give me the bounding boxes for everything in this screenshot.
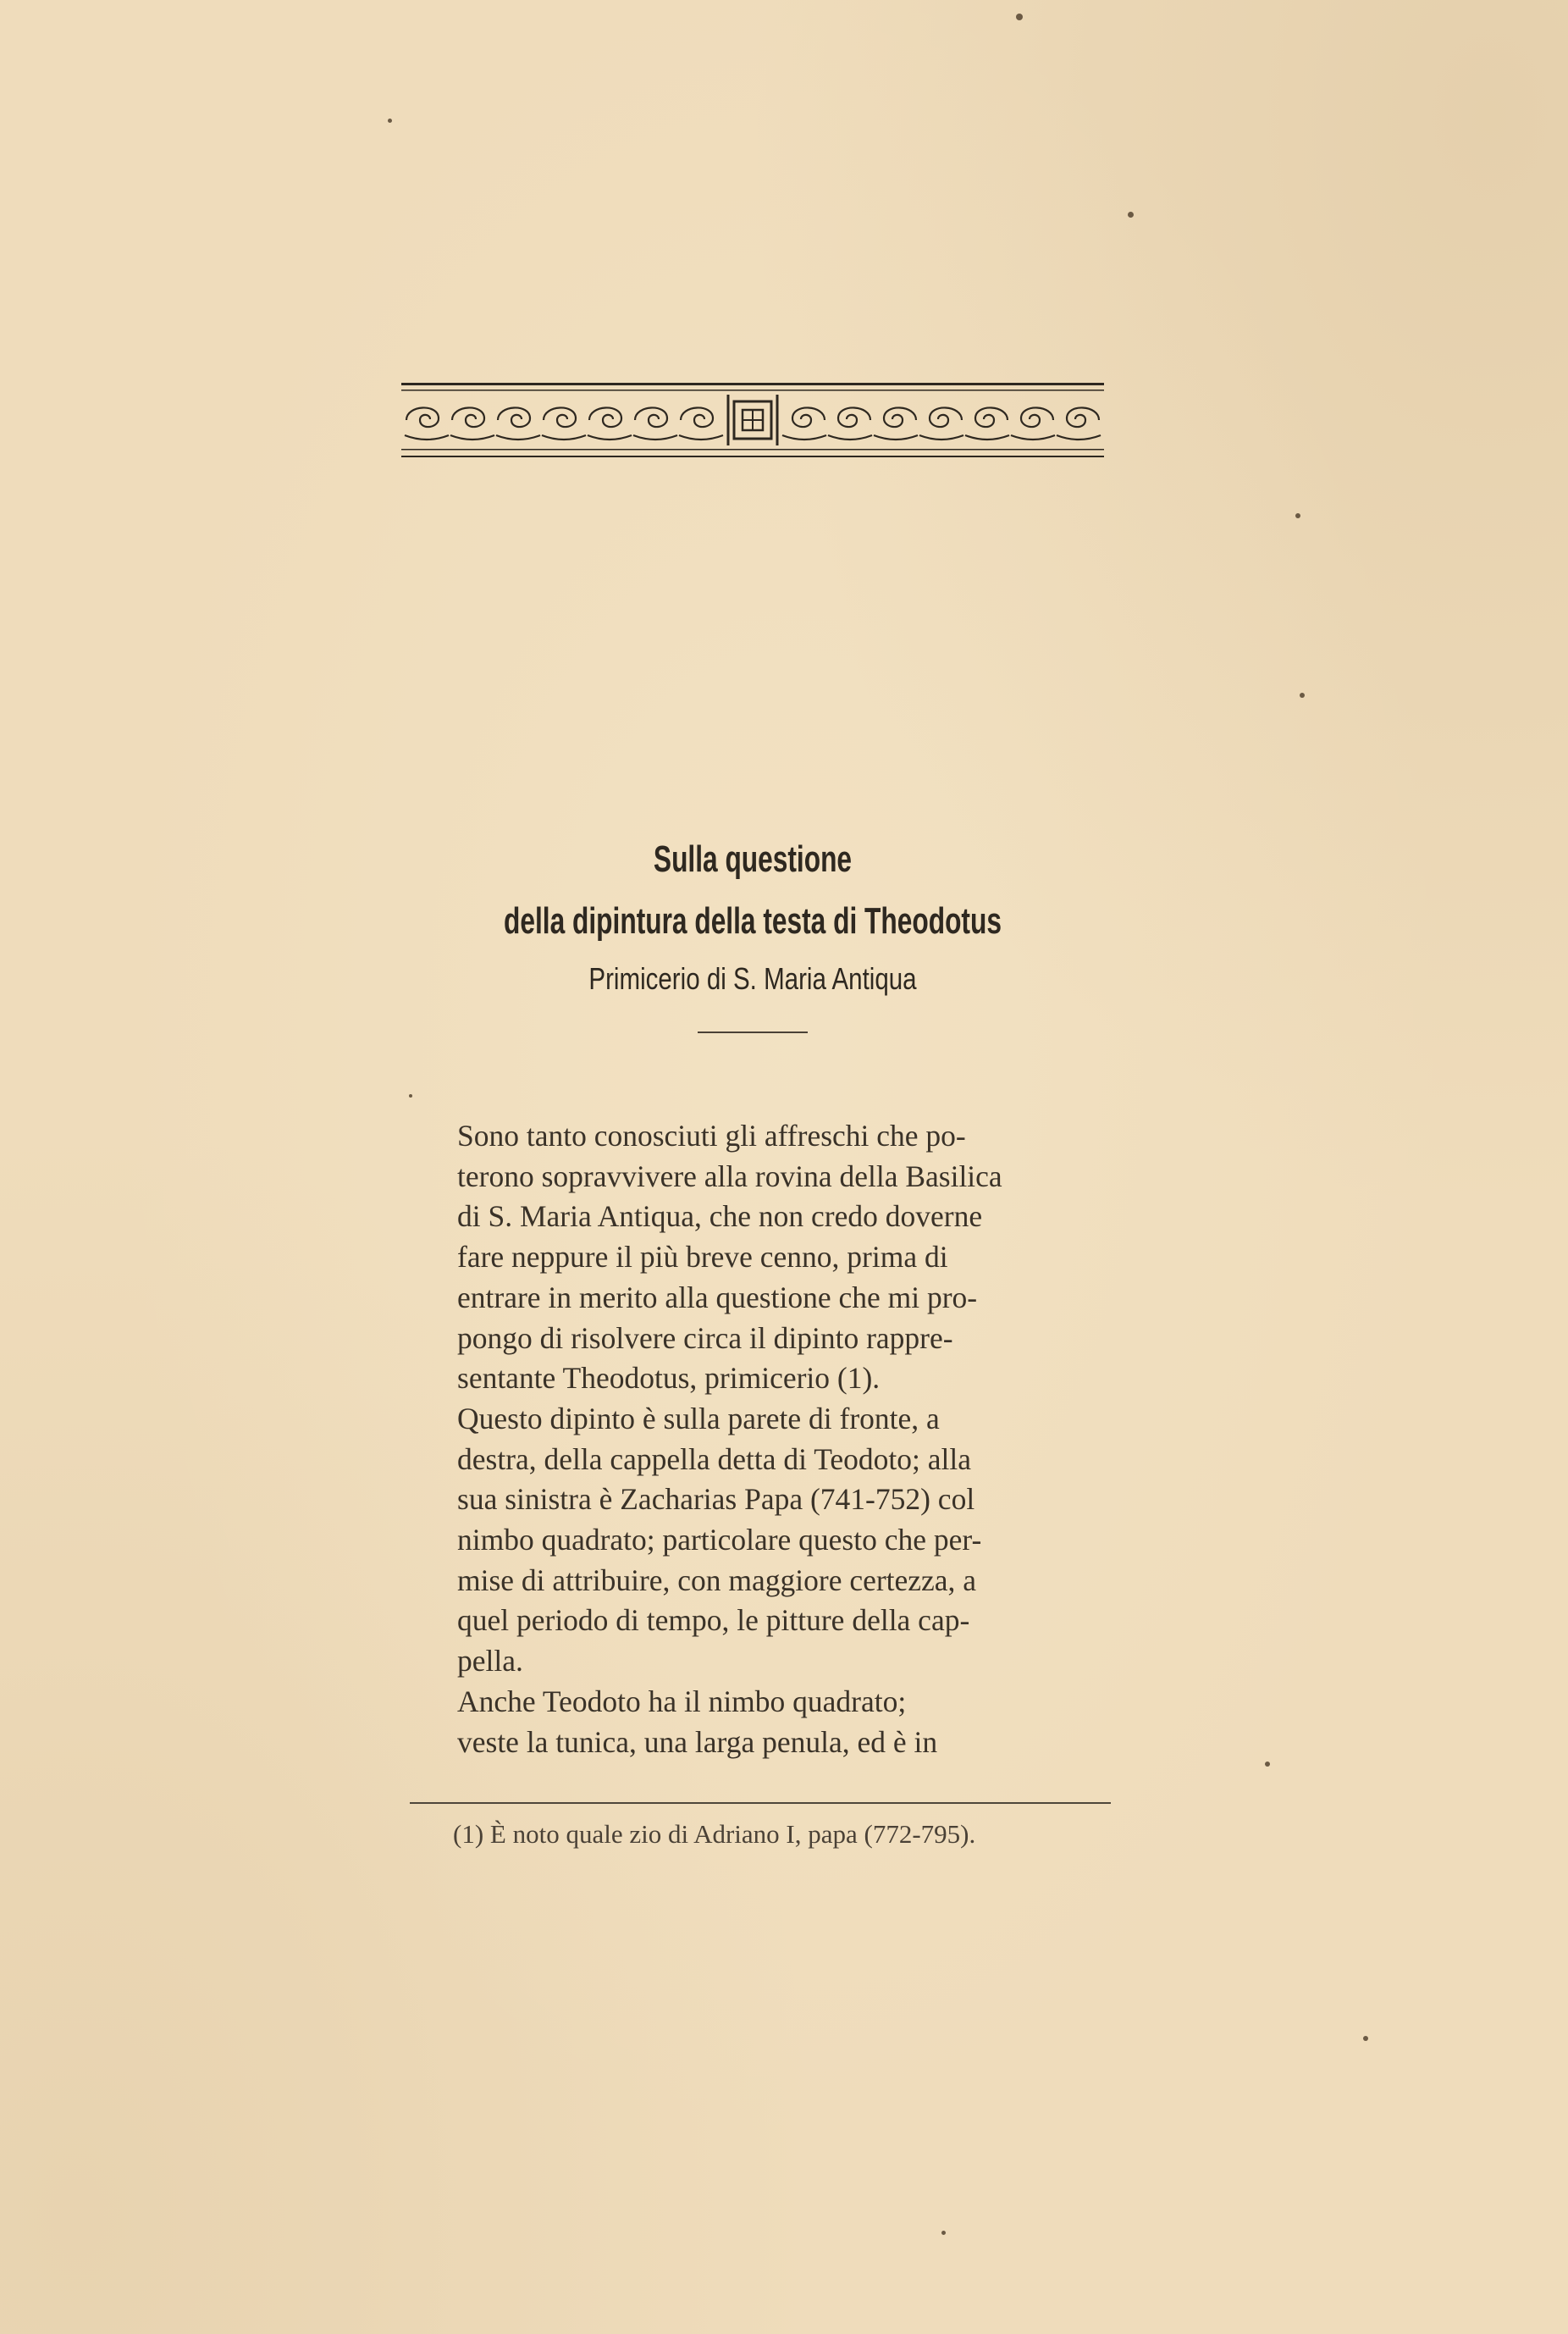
title-divider: [698, 1031, 808, 1033]
scroll-ornament-wave: [919, 435, 963, 440]
scroll-ornament-wave: [874, 435, 918, 440]
scroll-ornament: [975, 407, 1008, 427]
text-line: fare neppure il più breve cenno, prima di: [457, 1240, 948, 1275]
text-line: veste la tunica, una larga penula, ed è in: [457, 1724, 938, 1759]
paper-speck: [1016, 14, 1023, 20]
text-line: entrare in merito alla questione che mi pro-: [457, 1280, 978, 1314]
text-line: quel periodo di tempo, le pitture della cap-: [457, 1603, 970, 1638]
paper-speck: [1363, 2036, 1368, 2041]
paragraph-3: [404, 1682, 1108, 1762]
title-line-2: della dipintura della testa di Theodotus: [504, 900, 1002, 942]
text-line: sentante Theodotus, primicerio (1).: [457, 1361, 881, 1396]
title-block: [401, 830, 1104, 1033]
paper-speck: [409, 1094, 412, 1098]
scroll-ornament: [884, 407, 916, 427]
ornamental-header-band: [401, 383, 1104, 461]
scroll-ornament: [452, 407, 484, 427]
footnote-divider: [410, 1802, 1111, 1804]
text-line: Anche Teodoto ha il nimbo quadrato;: [457, 1684, 907, 1718]
scroll-ornament-wave: [405, 435, 449, 440]
scroll-ornament: [498, 407, 530, 427]
body-text: [404, 1116, 1108, 1762]
scroll-ornament-wave: [542, 435, 586, 440]
scroll-ornament: [589, 407, 621, 427]
text-line: mise di attribuire, con maggiore certezza, a: [457, 1562, 977, 1597]
paper-speck: [941, 2231, 946, 2235]
text-line: pongo di risolvere circa il dipinto rappre-: [457, 1320, 953, 1355]
scroll-ornament-wave: [1011, 435, 1055, 440]
scroll-ornament-wave: [588, 435, 632, 440]
text-line: sua sinistra è Zacharias Papa (741-752) col: [457, 1482, 975, 1517]
paragraph-2: [404, 1399, 1108, 1682]
scroll-ornament-wave: [633, 435, 677, 440]
scroll-ornament: [1021, 407, 1053, 427]
scroll-ornament: [930, 407, 962, 427]
title-line-1: Sulla questione: [653, 838, 853, 880]
paper-speck: [388, 119, 392, 123]
scroll-ornament: [838, 407, 870, 427]
scroll-ornament-wave: [496, 435, 540, 440]
scroll-ornament-wave: [450, 435, 494, 440]
scroll-ornament: [544, 407, 576, 427]
scroll-ornament: [681, 407, 713, 427]
scroll-ornament-wave: [782, 435, 826, 440]
scroll-ornament: [406, 407, 439, 427]
text-line: nimbo quadrato; particolare questo che per-: [457, 1523, 982, 1557]
scroll-ornament-wave: [828, 435, 872, 440]
paper-speck: [1265, 1762, 1270, 1767]
scroll-ornament-wave: [1057, 435, 1101, 440]
text-line: terono sopravvivere alla rovina della Basilica: [457, 1159, 1002, 1193]
paper-speck: [1300, 693, 1305, 698]
ornament-svg: [401, 383, 1104, 461]
scroll-ornament: [1067, 407, 1099, 427]
subtitle: Primicerio di S. Maria Antiqua: [588, 961, 917, 996]
text-line: Sono tanto conosciuti gli affreschi che po-: [457, 1119, 966, 1153]
footnote: (1) È noto quale zio di Adriano I, papa (772-795).: [453, 1819, 976, 1849]
paper-speck: [1128, 212, 1134, 218]
scroll-ornament-wave: [679, 435, 723, 440]
scroll-ornament: [792, 407, 825, 427]
scroll-ornament: [635, 407, 667, 427]
scroll-ornament-wave: [965, 435, 1009, 440]
text-line: Questo dipinto è sulla parete di fronte, a: [457, 1401, 940, 1435]
paper-speck: [1295, 513, 1300, 518]
text-line: destra, della cappella detta di Teodoto; alla: [457, 1441, 972, 1476]
paragraph-1: [404, 1116, 1108, 1399]
text-line: di S. Maria Antiqua, che non credo doverne: [457, 1199, 983, 1234]
text-line: pella.: [457, 1644, 523, 1679]
